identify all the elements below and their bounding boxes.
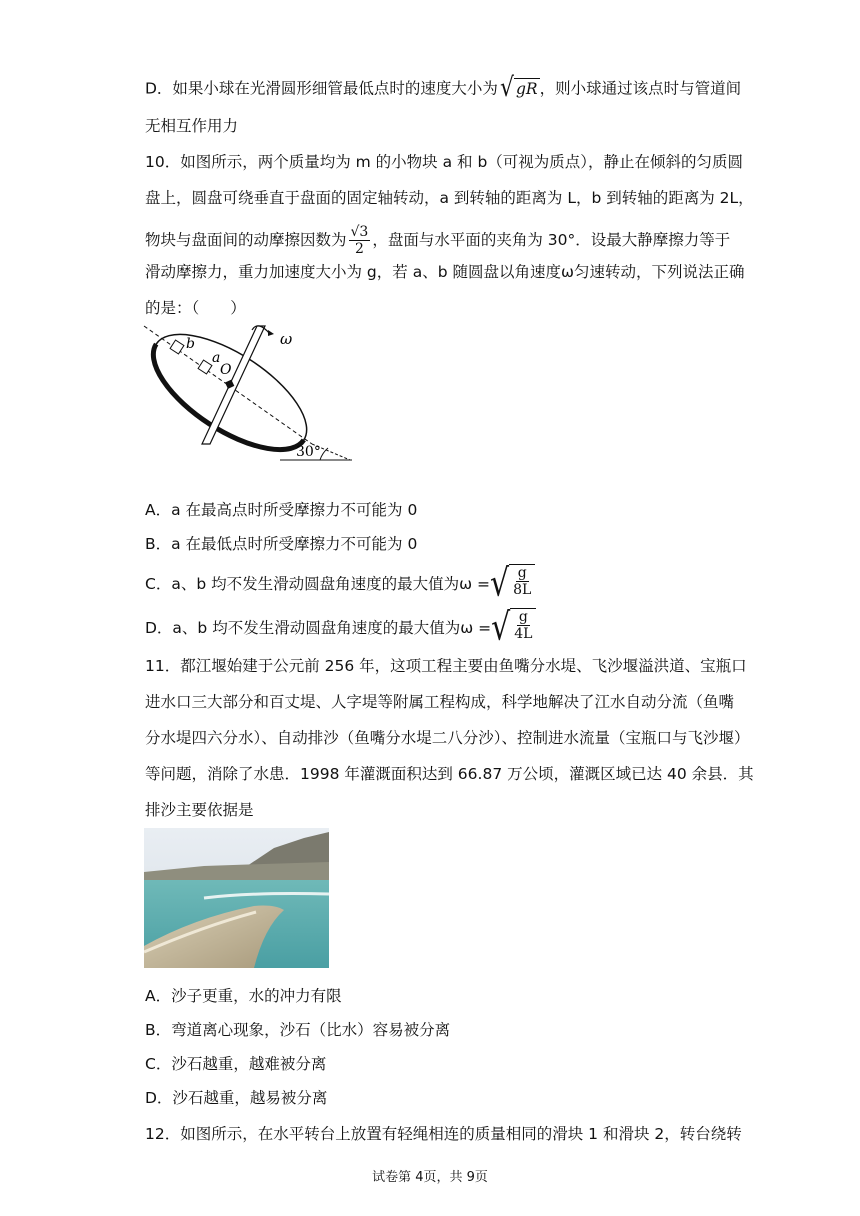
q10-option-a: A．a 在最高点时所受摩擦力不可能为 0: [145, 501, 418, 519]
q9-option-d-line1: D．如果小球在光滑圆形细管最低点时的速度大小为 √ gR ，则小球通过该点时与管道间: [145, 73, 742, 104]
q10-line5: 的是：（ ）: [145, 299, 246, 317]
q10-line1: 10．如图所示，两个质量均为 m 的小物块 a 和 b（可视为质点），静止在倾斜的匀质圆: [145, 153, 744, 171]
label-angle: 30°: [296, 444, 321, 460]
q11-line2: 进水口三大部分和百丈堤、人字堤等附属工程构成，科学地解决了江水自动分流（鱼嘴: [145, 693, 735, 711]
q12-line1: 12．如图所示，在水平转台上放置有轻绳相连的质量相同的滑块 1 和滑块 2，转台绕转: [145, 1125, 742, 1143]
mu-fraction: $\frac{√3}{2}$: [350, 224, 369, 257]
q11-option-a: A．沙子更重，水的冲力有限: [145, 987, 342, 1005]
label-a: a: [212, 350, 221, 366]
q11-line4: 等问题，消除了水患．1998 年灌溉面积达到 66.87 万公顷，灌溉区域已达 40 余县．其: [145, 765, 754, 783]
label-o: O: [220, 362, 232, 378]
q10-option-c: C．a、b 均不发生滑动圆盘角速度的最大值为ω = √ $\frac{g}{8L}$: [145, 564, 535, 604]
q11-option-b: B．弯道离心现象，沙石（比水）容易被分离: [145, 1021, 451, 1039]
tilted-disk-figure: [140, 322, 360, 464]
rotation-axis: [202, 326, 265, 444]
label-omega: ω: [280, 330, 293, 348]
q9-option-d-line2: 无相互作用力: [145, 117, 239, 135]
label-b: b: [186, 336, 195, 352]
page-footer: 试卷第 4页，共 9页: [372, 1170, 488, 1185]
q10-line2: 盘上，圆盘可绕垂直于盘面的固定轴转动，a 到转轴的距离为 L，b 到转轴的距离为 2L，: [145, 189, 754, 207]
q11-option-c: C．沙石越重，越难被分离: [145, 1055, 327, 1073]
q10-line3: 物块与盘面间的动摩擦因数为 $\frac{√3}{2}$ ，盘面与水平面的夹角为 30°．设最大静摩擦力等于: [145, 224, 731, 257]
sqrt-gR: √ gR: [499, 73, 538, 104]
sqrt-g-8L: √ $\frac{g}{8L}$: [490, 564, 535, 604]
sqrt-g-4L: √ $\frac{g}{4L}$: [491, 608, 536, 648]
dujiangyan-photo: [144, 828, 329, 968]
block-b: [170, 340, 184, 354]
q11-line5: 排沙主要依据是: [145, 801, 254, 819]
q10-option-b: B．a 在最低点时所受摩擦力不可能为 0: [145, 535, 418, 553]
q10-line4: 滑动摩擦力，重力加速度大小为 g，若 a、b 随圆盘以角速度ω匀速转动，下列说法正确: [145, 263, 745, 281]
q11-option-d: D．沙石越重，越易被分离: [145, 1089, 328, 1107]
q11-line1: 11．都江堰始建于公元前 256 年，这项工程主要由鱼嘴分水堤、飞沙堰溢洪道、宝瓶口: [145, 657, 747, 675]
q10-option-d: D．a、b 均不发生滑动圆盘角速度的最大值为ω = √ $\frac{g}{4L}$: [145, 608, 536, 648]
q11-line3: 分水堤四六分水）、自动排沙（鱼嘴分水堤二八分沙）、控制进水流量（宝瓶口与飞沙堰）: [145, 729, 750, 747]
